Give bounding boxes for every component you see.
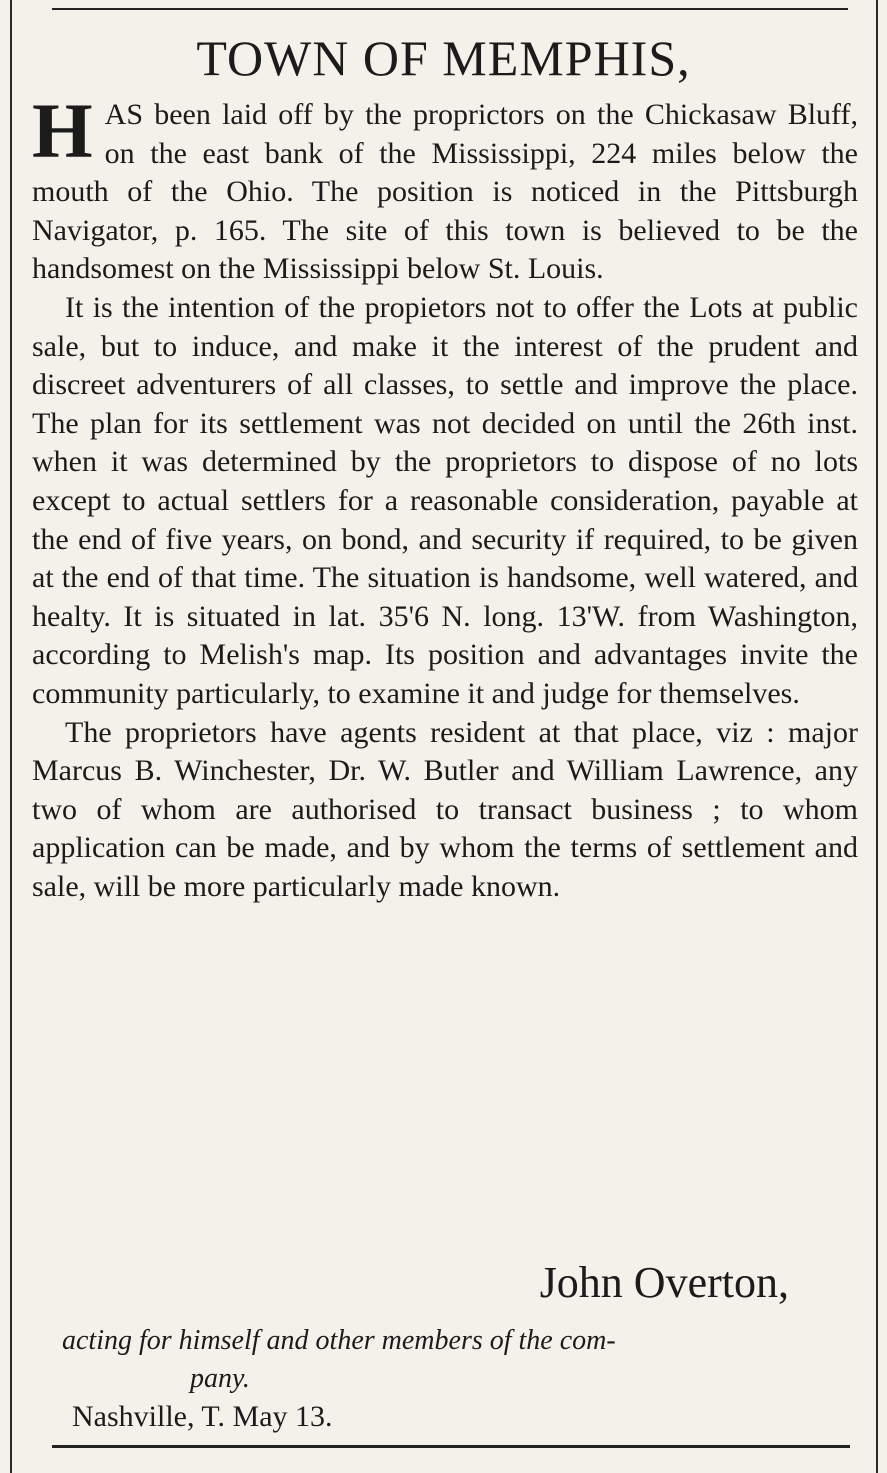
dateline: Nashville, T. May 13. <box>72 1400 333 1433</box>
right-column-rule <box>876 0 878 1473</box>
left-column-rule <box>10 0 12 1473</box>
bottom-rule <box>52 1445 850 1448</box>
paragraph-1-text: AS been laid off by the proprictors on the Chickasaw Bluff, on the east bank of the Mississippi, 224 miles below the mouth of the Ohio. The position is noticed in the Pittsburgh Navigator, p. 165. The site of this town is believed to be the handsomest on the Mississippi below St. Louis. <box>32 98 858 286</box>
drop-cap: H <box>32 87 93 174</box>
ad-body <box>32 87 858 906</box>
signature-note <box>62 1322 854 1398</box>
signature: John Overton, <box>539 1258 789 1307</box>
paragraph-1 <box>32 87 858 289</box>
signature-note-line-2: pany. <box>190 1363 250 1394</box>
ad-title: TOWN OF MEMPHIS, <box>196 30 691 86</box>
paragraph-2: It is the intention of the propietors not to offer the Lots at public sale, but to induce, and make it the interest of the prudent and discreet adventurers of all classes, to settle and improve the place. The plan for its settlement was not decided on until the 26th inst. when it was determined by the proprietors to dispose of no lots except to actual settlers for a reasonable consideration, payable at the end of five years, on bond, and security if required, to be given at the end of that time. The situation is handsome, well watered, and healty. It is situated in lat. 35'6 N. long. 13'W. from Washington, according to Melish's map. Its position and advantages invite the community particularly, to examine it and judge for themselves. <box>32 290 858 710</box>
signature-note-line-1: acting for himself and other members of the com- <box>62 1325 616 1356</box>
top-rule <box>52 8 848 10</box>
paragraph-3: The proprietors have agents resident at that place, viz : major Marcus B. Winchester, Dr. W. Butler and William Lawrence, any two of whom are authorised to transact business ; to whom application can be made, and by whom the terms of settlement and sale, will be more particularly made known. <box>32 715 858 903</box>
